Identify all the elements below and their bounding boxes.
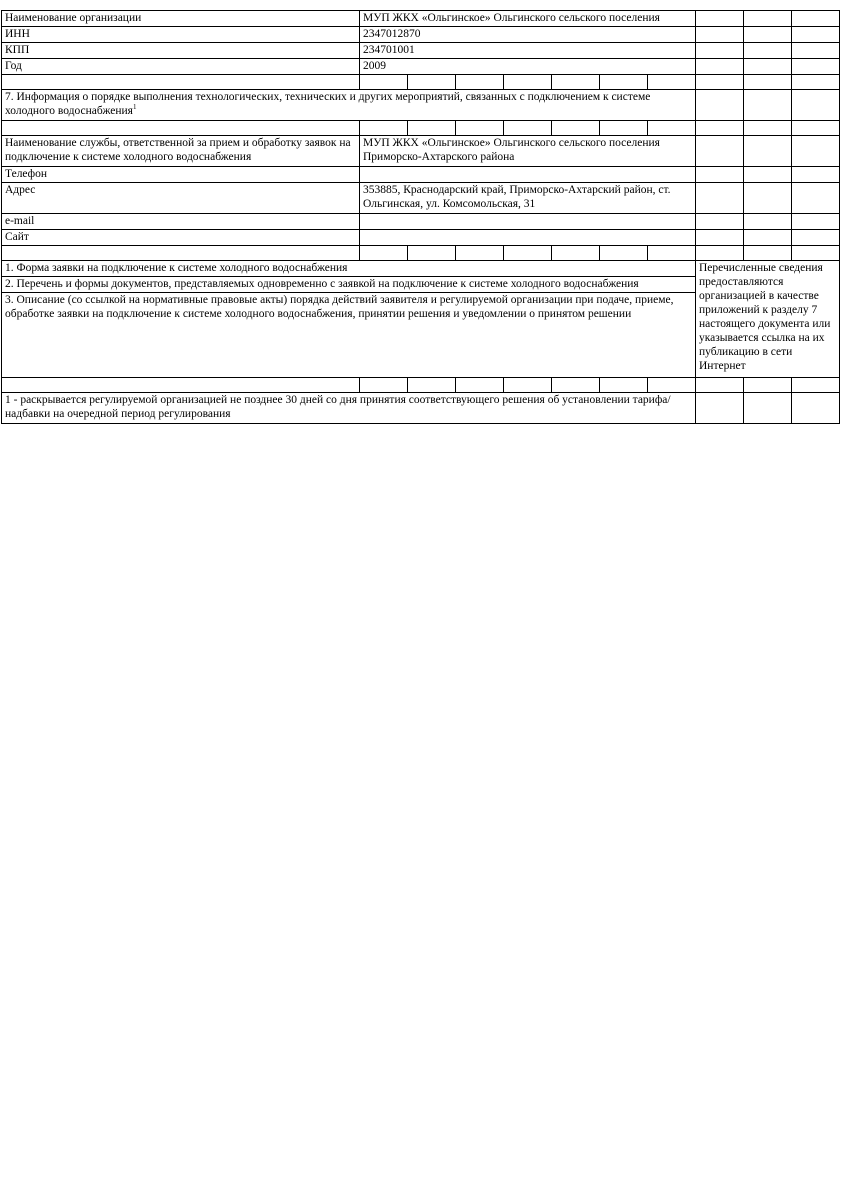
kpp-label: КПП	[2, 43, 360, 59]
year-label: Год	[2, 59, 360, 75]
site-value	[360, 230, 696, 246]
spacer-row	[2, 75, 840, 90]
year-row	[2, 59, 840, 75]
footnote-row	[2, 393, 840, 424]
org-name-label: Наименование организации	[2, 11, 360, 27]
side-note: Перечисленные сведения предоставляются организацией в качестве приложений к разделу 7 настоящего документа или указывается ссылка на их публикацию в сети Интернет	[696, 261, 840, 378]
section-title-row	[2, 90, 840, 121]
footnote-text: 1 - раскрывается регулируемой организацией не позднее 30 дней со дня принятия соответствующего решения об установлении тарифа/надбавки на очередной период регулирования	[2, 393, 696, 424]
service-name-row	[2, 136, 840, 167]
service-name-label: Наименование службы, ответственной за прием и обработку заявок на подключение к системе холодного водоснабжения	[2, 136, 360, 167]
site-label: Сайт	[2, 230, 360, 246]
list-item: 3. Описание (со ссылкой на нормативные правовые акты) порядка действий заявителя и регулируемой организации при подаче, приеме, обработке заявки на подключение к системе холодного водоснабжения, принятии решения и уведомлении о принятом решении	[2, 293, 696, 378]
email-row	[2, 214, 840, 230]
phone-label: Телефон	[2, 167, 360, 183]
org-name-row	[2, 11, 840, 27]
email-label: e-mail	[2, 214, 360, 230]
list-item: 2. Перечень и формы документов, представляемых одновременно с заявкой на подключение к системе холодного водоснабжения	[2, 277, 696, 293]
address-row	[2, 183, 840, 214]
inn-label: ИНН	[2, 27, 360, 43]
email-value	[360, 214, 696, 230]
spacer-row	[2, 121, 840, 136]
org-name-value: МУП ЖКХ «Ольгинское» Ольгинского сельского поселения	[360, 11, 696, 27]
item-row	[2, 261, 840, 277]
section-title: 7. Информация о порядке выполнения технологических, технических и других мероприятий, связанных с подключением к системе холодного водоснабжения$^1$	[2, 90, 696, 121]
spacer-row	[2, 378, 840, 393]
disclosure-table	[1, 10, 840, 424]
phone-row	[2, 167, 840, 183]
footnote-mark: 1	[132, 103, 137, 112]
year-value: 2009	[360, 59, 696, 75]
address-label: Адрес	[2, 183, 360, 214]
address-value: 353885, Краснодарский край, Приморско-Ахтарский район, ст. Ольгинская, ул. Комсомольская, 31	[360, 183, 696, 214]
list-item: 1. Форма заявки на подключение к системе холодного водоснабжения	[2, 261, 696, 277]
service-name-value: МУП ЖКХ «Ольгинское» Ольгинского сельского поселения Приморско-Ахтарского района	[360, 136, 696, 167]
site-row	[2, 230, 840, 246]
inn-value: 2347012870	[360, 27, 696, 43]
phone-value	[360, 167, 696, 183]
spacer-row	[2, 246, 840, 261]
kpp-value: 234701001	[360, 43, 696, 59]
inn-row	[2, 27, 840, 43]
kpp-row	[2, 43, 840, 59]
